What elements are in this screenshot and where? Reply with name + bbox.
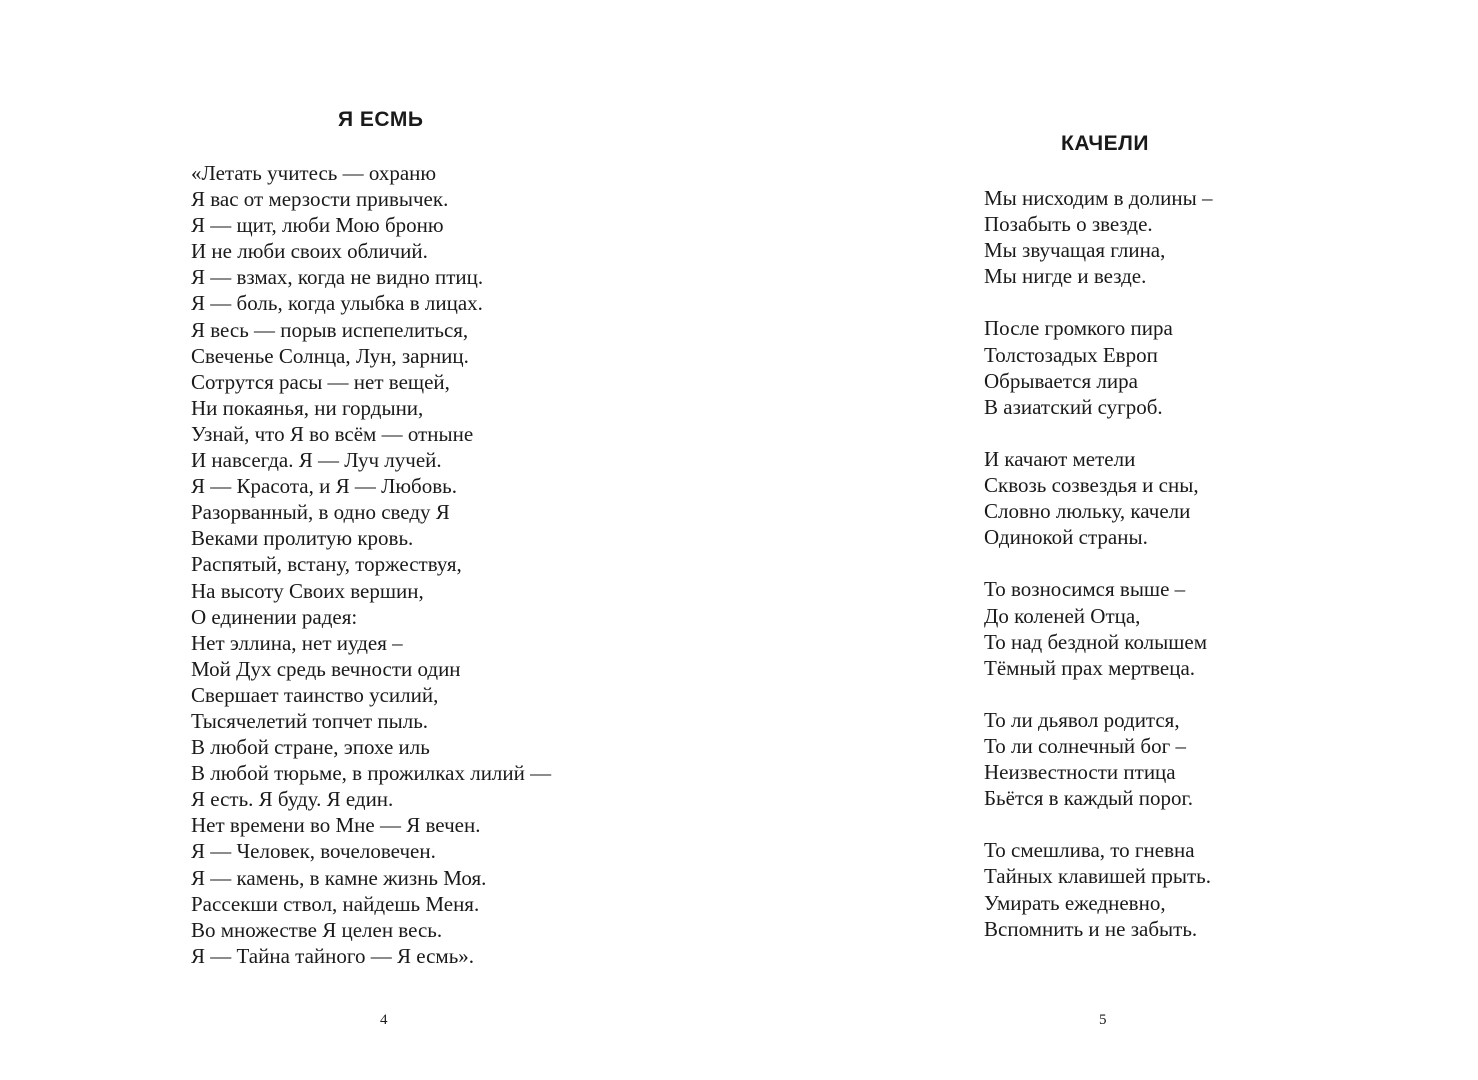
poem-line: Я — взмах, когда не видно птиц. (191, 265, 484, 290)
poem-line: На высоту Своих вершин, (191, 578, 424, 603)
poem-line: И навсегда. Я — Луч лучей. (191, 448, 442, 473)
stanza (984, 446, 1213, 550)
poem-line: Тысячелетий топчет пыль. (191, 708, 429, 733)
poem-title: КАЧЕЛИ (1061, 132, 1149, 155)
poem-line: То возносимся выше – (984, 577, 1186, 602)
poem-line: И качают метели (984, 446, 1136, 471)
poem-line: Мы звучащая глина, (984, 238, 1166, 263)
poem-line: «Летать учитесь — охраню (191, 161, 437, 185)
poem-line: Позабыть о звезде. (984, 212, 1153, 237)
poem-line: Сквозь созвездья и сны, (984, 473, 1199, 498)
poem-line: И не люби своих обличий. (191, 239, 428, 264)
poem-line: Я — камень, в камне жизнь Моя. (191, 865, 487, 890)
poem-line: Я — Человек, вочеловечен. (191, 839, 436, 864)
poem-line: Свеченье Солнца, Лун, зарниц. (191, 343, 469, 368)
poem-line: В любой стране, эпохе иль (191, 735, 430, 760)
poem-line: Мы нигде и везде. (984, 264, 1147, 289)
poem-line: Нет времени во Мне — Я вечен. (191, 813, 481, 838)
poem-line: Я — Красота, и Я — Любовь. (191, 474, 457, 499)
poem-line: Я вас от мерзости привычек. (191, 187, 449, 212)
poem-line: Нет эллина, нет иудея – (191, 630, 403, 655)
poem-line: Веками пролитую кровь. (191, 526, 414, 551)
page-number: 5 (1099, 1012, 1107, 1028)
poem-body (984, 185, 1213, 942)
poem-line: После громкого пира (984, 316, 1173, 341)
poem-line: Распятый, встану, торжествуя, (191, 552, 462, 577)
poem-line: В любой тюрьме, в прожилках лилий — (191, 761, 552, 786)
poem-line: Тайных клавишей прыть. (984, 864, 1211, 889)
poem-line: Обрывается лира (984, 368, 1138, 393)
poem-title: Я ЕСМЬ (338, 108, 424, 131)
stanza (984, 837, 1213, 941)
poem-line: О единении радея: (191, 604, 358, 629)
stanza (984, 707, 1213, 811)
poem-line: Свершает таинство усилий, (191, 682, 439, 707)
poem-line: Умирать ежедневно, (984, 890, 1166, 915)
poem-line: Ни покаянья, ни гордыни, (191, 395, 424, 420)
poem-line: Мы нисходим в долины – (984, 186, 1213, 210)
poem-line: Узнай, что Я во всём — отныне (191, 421, 474, 446)
poem-line: Словно люльку, качели (984, 499, 1191, 524)
poem-line: Я — Тайна тайного — Я есмь». (191, 943, 475, 968)
poem-line: В азиатский сугроб. (984, 394, 1163, 419)
poem-line: То ли дьявол родится, (984, 707, 1180, 732)
poem-line: Толстозадых Европ (984, 342, 1158, 367)
poem-line: Тёмный прах мертвеца. (984, 655, 1196, 680)
poem-line: Разорванный, в одно сведу Я (191, 500, 450, 525)
stanza (984, 576, 1213, 680)
poem-line: Я есть. Я буду. Я един. (191, 787, 394, 812)
right-page (739, 0, 1478, 1080)
poem-line: Сотрутся расы — нет вещей, (191, 369, 450, 394)
poem-line: Во множестве Я целен весь. (191, 917, 443, 942)
poem-line: Я — щит, люби Мою броню (191, 213, 444, 238)
poem-line: До коленей Отца, (984, 603, 1141, 628)
poem-line: Я весь — порыв испепелиться, (191, 317, 469, 342)
stanza (984, 315, 1213, 419)
poem-line: Бьётся в каждый порог. (984, 786, 1194, 811)
page-number: 4 (380, 1012, 388, 1028)
stanza (984, 185, 1213, 289)
poem-line: То ли солнечный бог – (984, 733, 1186, 758)
poem-line: Одинокой страны. (984, 525, 1148, 550)
poem-line: Я — боль, когда улыбка в лицах. (191, 291, 483, 316)
poem-body (191, 160, 551, 969)
poem-line: Мой Дух средь вечности один (191, 656, 461, 681)
poem-line: Рассекши ствол, найдешь Меня. (191, 891, 480, 916)
poem-line: То смешлива, то гневна (984, 838, 1195, 863)
poem-line: Вспомнить и не забыть. (984, 916, 1198, 941)
poem-line: Неизвестности птица (984, 760, 1176, 785)
poem-line: То над бездной колышем (984, 629, 1208, 654)
